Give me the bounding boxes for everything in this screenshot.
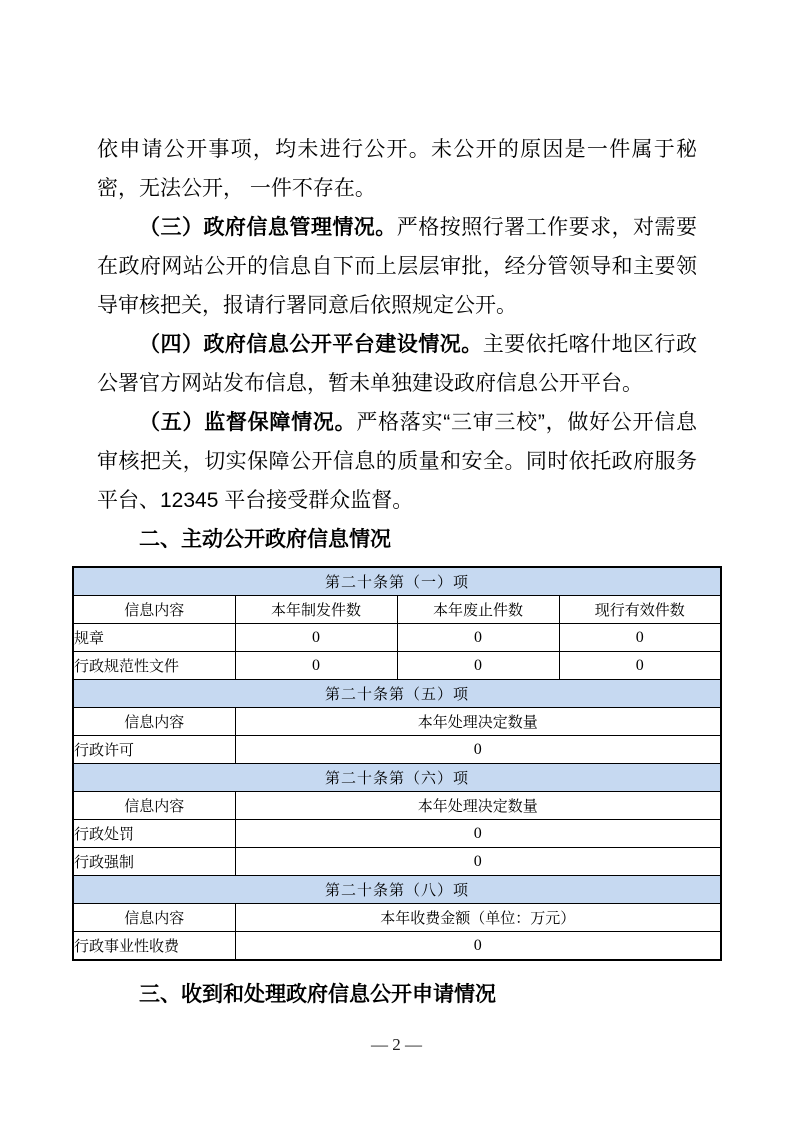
column-header: 本年处理决定数量 bbox=[235, 708, 721, 736]
cell-value: 0 bbox=[559, 652, 721, 680]
column-header: 本年制发件数 bbox=[235, 596, 397, 624]
cell-value: 0 bbox=[235, 848, 721, 876]
paragraph-item-4-body: 主要依托喀什地区行政公署官方网站发布信息，暂未单独建设政府信息公开平台。 bbox=[97, 333, 698, 395]
table-row bbox=[73, 624, 721, 652]
table-column-header-row bbox=[73, 792, 721, 820]
column-header: 信息内容 bbox=[73, 904, 235, 932]
column-header: 本年废止件数 bbox=[397, 596, 559, 624]
paragraph-item-3-lead: （三）政府信息管理情况。 bbox=[139, 216, 397, 239]
heading-section-2: 二、主动公开政府信息情况 bbox=[139, 528, 391, 551]
paragraph-continuation: 依申请公开事项，均未进行公开。未公开的原因是一件属于秘密，无法公开， 一件不存在。 bbox=[97, 138, 697, 200]
column-header: 现行有效件数 bbox=[559, 596, 721, 624]
column-header: 信息内容 bbox=[73, 708, 235, 736]
row-label: 行政强制 bbox=[73, 848, 235, 876]
paragraph-item-3 bbox=[97, 208, 697, 325]
paragraph-item-4 bbox=[97, 325, 697, 403]
table-column-header-row bbox=[73, 904, 721, 932]
table-column-header-row bbox=[73, 708, 721, 736]
row-label: 行政许可 bbox=[73, 736, 235, 764]
row-label: 行政规范性文件 bbox=[73, 652, 235, 680]
disclosure-table bbox=[72, 566, 722, 961]
paragraph-item-5-body: 严格落实“三审三校”，做好公开信息审核把关，切实保障公开信息的质量和安全。同时依托政府服务平台、12345 平台接受群众监督。 bbox=[97, 411, 697, 512]
row-label: 行政事业性收费 bbox=[73, 932, 235, 961]
paragraph-item-5-lead: （五）监督保障情况。 bbox=[139, 411, 357, 434]
table-row bbox=[73, 820, 721, 848]
page-number: — 2 — bbox=[371, 1035, 422, 1054]
heading-section-3: 三、收到和处理政府信息公开申请情况 bbox=[139, 983, 496, 1006]
paragraph-item-4-lead: （四）政府信息公开平台建设情况。 bbox=[139, 333, 483, 356]
cell-value: 0 bbox=[559, 624, 721, 652]
cell-value: 0 bbox=[397, 652, 559, 680]
row-label: 行政处罚 bbox=[73, 820, 235, 848]
paragraph-item-3-body: 严格按照行署工作要求，对需要在政府网站公开的信息自下而上层层审批，经分管领导和主要领导审核把关，报请行署同意后依照规定公开。 bbox=[97, 216, 698, 317]
cell-value: 0 bbox=[397, 624, 559, 652]
row-label: 规章 bbox=[73, 624, 235, 652]
table-section-title: 第二十条第（六）项 bbox=[73, 764, 721, 792]
table-section-header-row bbox=[73, 764, 721, 792]
column-header: 信息内容 bbox=[73, 792, 235, 820]
column-header: 本年处理决定数量 bbox=[235, 792, 721, 820]
paragraph-item-5 bbox=[97, 403, 697, 520]
cell-value: 0 bbox=[235, 820, 721, 848]
table-section-header-row bbox=[73, 876, 721, 904]
table-section-header-row bbox=[73, 567, 721, 596]
table-row bbox=[73, 736, 721, 764]
table-section-title: 第二十条第（五）项 bbox=[73, 680, 721, 708]
table-row bbox=[73, 652, 721, 680]
column-header: 信息内容 bbox=[73, 596, 235, 624]
cell-value: 0 bbox=[235, 932, 721, 961]
table-section-title: 第二十条第（一）项 bbox=[73, 567, 721, 596]
column-header: 本年收费金额（单位：万元） bbox=[235, 904, 721, 932]
cell-value: 0 bbox=[235, 736, 721, 764]
cell-value: 0 bbox=[235, 624, 397, 652]
cell-value: 0 bbox=[235, 652, 397, 680]
table-section-header-row bbox=[73, 680, 721, 708]
table-column-header-row bbox=[73, 596, 721, 624]
table-row bbox=[73, 848, 721, 876]
table-section-title: 第二十条第（八）项 bbox=[73, 876, 721, 904]
table-row bbox=[73, 932, 721, 961]
